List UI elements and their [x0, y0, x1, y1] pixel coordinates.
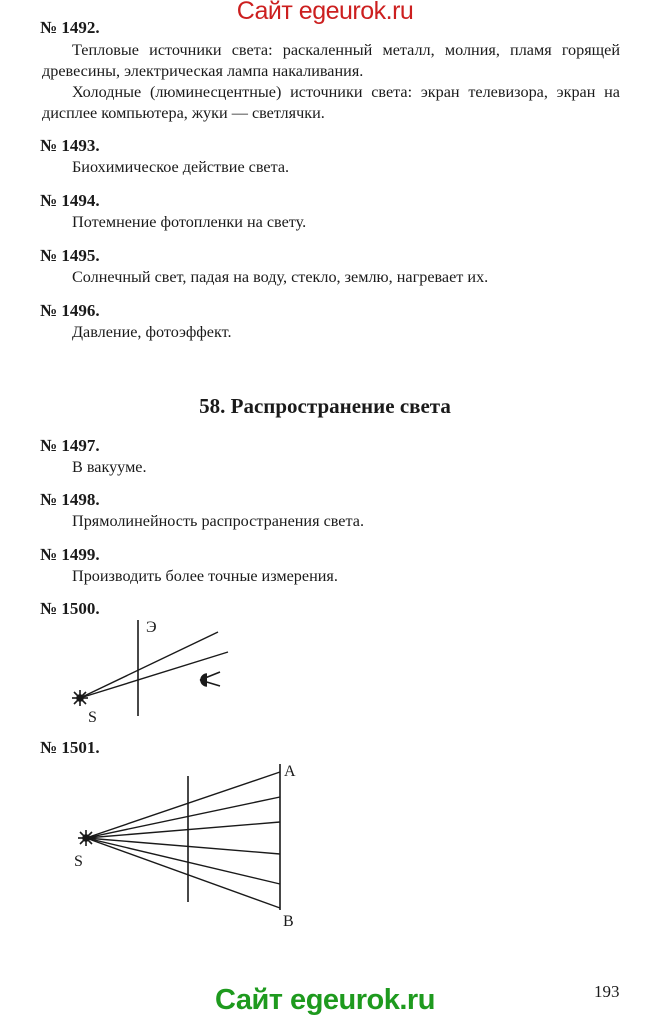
section-heading: 58. Распространение света: [199, 394, 451, 418]
label-screen: Э: [146, 619, 157, 636]
problem-1492-number: № 1492.: [40, 18, 100, 37]
problem-1495-number: № 1495.: [40, 246, 100, 265]
problem-1499-number: № 1499.: [40, 545, 100, 564]
eye-icon: [200, 672, 220, 686]
watermark-bottom: Сайт egeurok.ru: [215, 984, 435, 1016]
label-source-1500: S: [88, 709, 97, 726]
problem-1494-number: № 1494.: [40, 191, 100, 210]
problem-1496-answer: Давление, фотоэффект.: [72, 323, 232, 341]
label-source-1501: S: [74, 853, 83, 870]
problem-1498-number: № 1498.: [40, 490, 100, 509]
problem-1492-para1: Тепловые источники света: раскаленный металл, молния, пламя горящей древесины, электрическая лампа накаливания.: [42, 41, 620, 80]
problem-1492-answer: [42, 40, 620, 124]
problem-1494-answer: Потемнение фотопленки на свету.: [72, 213, 307, 231]
label-b: B: [283, 913, 294, 930]
problem-1496-number: № 1496.: [40, 301, 100, 320]
light-source-star-icon: [78, 830, 94, 846]
diagram-1500: [0, 612, 650, 732]
problem-1493-answer: Биохимическое действие света.: [72, 158, 290, 176]
problem-1497-answer: В вакууме.: [72, 458, 147, 476]
light-source-star-icon: [72, 690, 88, 706]
problem-1499-answer: Производить более точные измерения.: [72, 567, 338, 585]
problem-1501-number: № 1501.: [40, 738, 100, 757]
diagram-1501: [0, 750, 650, 930]
problem-1493-number: № 1493.: [40, 136, 100, 155]
problem-1495-answer: Солнечный свет, падая на воду, стекло, землю, нагревает их.: [72, 268, 489, 286]
problem-1500-number: № 1500.: [40, 599, 100, 618]
ray-upper: [80, 632, 218, 698]
watermark-top: Сайт egeurok.ru: [236, 0, 414, 25]
page-number: 193: [594, 982, 620, 1001]
problem-1492-para2: Холодные (люминесцентные) источники света: экран телевизора, экран на дисплее компьютера, жуки — светлячки.: [42, 83, 620, 122]
rays-1501: [86, 772, 280, 908]
problem-1497-number: № 1497.: [40, 436, 100, 455]
label-a: A: [284, 763, 296, 780]
problem-1498-answer: Прямолинейность распространения света.: [72, 512, 364, 530]
